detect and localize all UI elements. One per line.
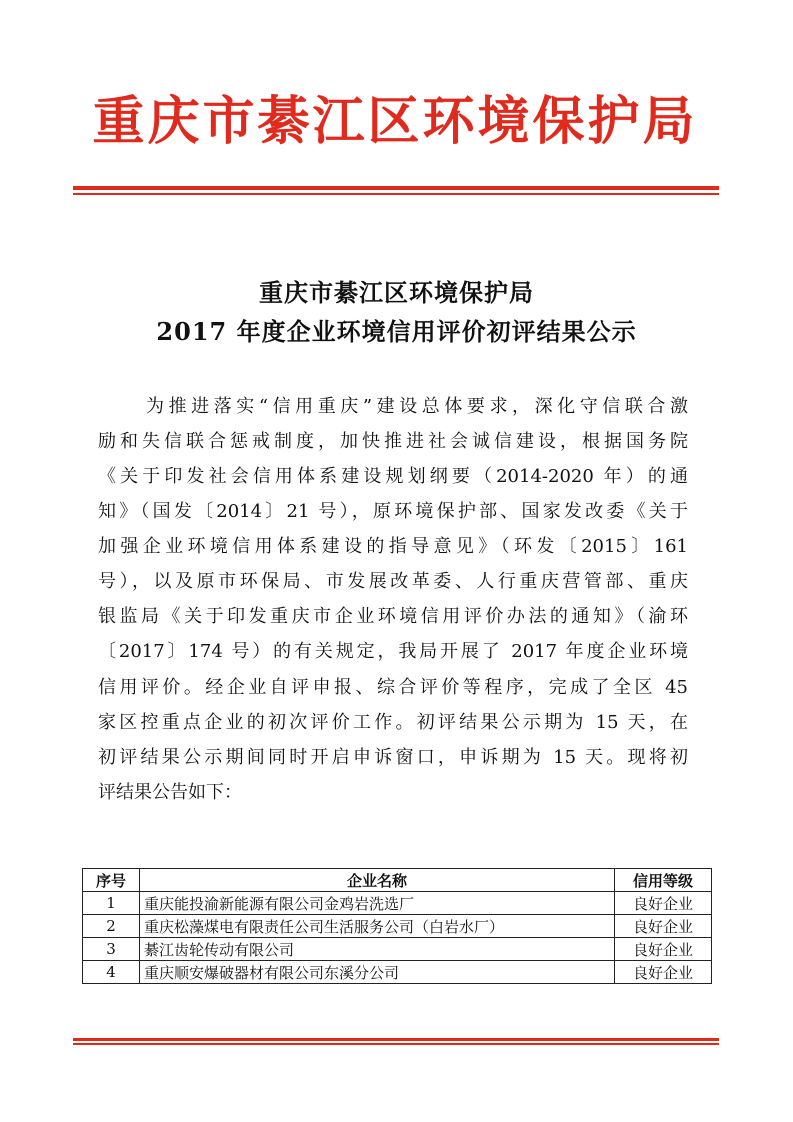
row-company-name: 重庆能投渝新能源有限公司金鸡岩洗选厂 bbox=[140, 892, 615, 915]
row-credit-grade: 良好企业 bbox=[615, 915, 712, 938]
body-paragraph-line: 励和失信联合惩戒制度，加快推进社会诚信建设，根据国务院 bbox=[98, 431, 688, 452]
table-row bbox=[83, 892, 712, 915]
row-company-name: 綦江齿轮传动有限公司 bbox=[140, 938, 615, 961]
table-row bbox=[83, 915, 712, 938]
row-credit-grade: 良好企业 bbox=[615, 961, 712, 984]
row-company-name: 重庆松藻煤电有限责任公司生活服务公司（白岩水厂） bbox=[140, 915, 615, 938]
body-paragraph-line: 知》（国发〔2014〕21 号），原环境保护部、国家发改委《关于 bbox=[98, 501, 688, 522]
row-serial-number: 4 bbox=[83, 961, 140, 984]
row-serial-number: 3 bbox=[83, 938, 140, 961]
body-paragraph-line: 〔2017〕174 号）的有关规定，我局开展了 2017 年度企业环境 bbox=[98, 641, 688, 662]
footer-rule-thick bbox=[73, 1038, 719, 1041]
footer-rule-thin bbox=[73, 1043, 719, 1045]
document-title-line2: 2017 年度企业环境信用评价初评结果公示 bbox=[156, 317, 637, 346]
header-credit-grade: 信用等级 bbox=[615, 869, 712, 892]
header-serial-number: 序号 bbox=[83, 869, 140, 892]
document-title-line1: 重庆市綦江区环境保护局 bbox=[259, 278, 534, 307]
body-paragraph-line: 银监局《关于印发重庆市企业环境信用评价办法的通知》（渝环 bbox=[98, 606, 688, 627]
masthead-rule-thick bbox=[73, 186, 719, 190]
row-serial-number: 2 bbox=[83, 915, 140, 938]
table-row bbox=[83, 938, 712, 961]
body-paragraph-line: 家区控重点企业的初次评价工作。初评结果公示期为 15 天，在 bbox=[98, 712, 688, 733]
body-paragraph-line: 信用评价。经企业自评申报、综合评价等程序，完成了全区 45 bbox=[98, 677, 688, 698]
body-paragraph-line: 《关于印发社会信用体系建设规划纲要（2014-2020 年）的通 bbox=[98, 466, 688, 487]
table-header-row bbox=[83, 869, 712, 892]
header-company-name: 企业名称 bbox=[140, 869, 615, 892]
body-paragraph-line: 加强企业环境信用体系建设的指导意见》（环发〔2015〕161 bbox=[98, 536, 688, 557]
body-paragraph-line: 初评结果公示期间同时开启申诉窗口，申诉期为 15 天。现将初 bbox=[98, 747, 688, 768]
results-table bbox=[82, 868, 712, 984]
row-company-name: 重庆顺安爆破器材有限公司东溪分公司 bbox=[140, 961, 615, 984]
row-credit-grade: 良好企业 bbox=[615, 938, 712, 961]
masthead-rule-thin bbox=[73, 193, 719, 195]
table-row bbox=[83, 961, 712, 984]
masthead-title: 重庆市綦江区环境保护局 bbox=[92, 92, 698, 152]
row-serial-number: 1 bbox=[83, 892, 140, 915]
body-paragraph-line: 为推进落实“信用重庆”建设总体要求，深化守信联合激 bbox=[146, 396, 688, 417]
row-credit-grade: 良好企业 bbox=[615, 892, 712, 915]
body-paragraph-line: 评结果公告如下： bbox=[98, 782, 242, 803]
body-paragraph-line: 号），以及原市环保局、市发展改革委、人行重庆营管部、重庆 bbox=[98, 571, 688, 592]
